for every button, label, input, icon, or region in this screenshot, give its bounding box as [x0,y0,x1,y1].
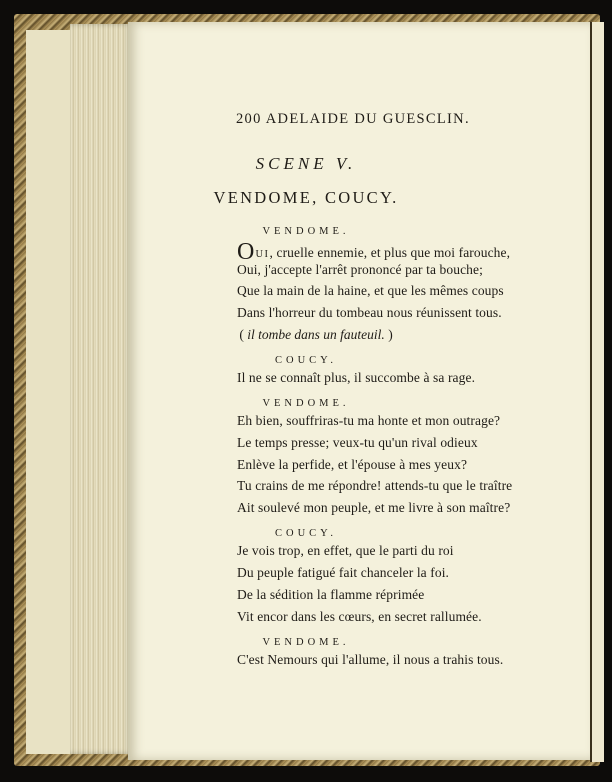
stage-direction: ( il tombe dans un fauteuil. ) [239,327,393,342]
stage-direction-text: il tombe dans un fauteuil. [247,327,385,342]
verse-line: C'est Nemours qui l'allume, il nous a trahis tous. [237,652,504,667]
verse-line: Vit encor dans les cœurs, en secret rallumée. [237,609,482,624]
speaker-label: VENDOME. [262,398,350,409]
verse-line: Du peuple fatigué fait chanceler la foi. [237,565,450,580]
verse-line: De la sédition la flamme réprimée [237,587,425,602]
drop-cap: O [237,239,255,265]
speaker-label: COUCY. [274,528,338,539]
verse-line: Eh bien, souffriras-tu ma honte et mon outrage? [237,413,501,428]
verse-line: Tu crains de me répondre! attends-tu que le traître [237,478,513,493]
verse-line-text: , cruelle ennemie, et plus que moi farouche, [269,245,511,260]
speaker-label: VENDOME. [262,637,350,648]
first-word-rest: UI [255,249,270,260]
scene-title: SCENE V. [255,154,357,173]
verse-line: Que la main de la haine, et que les mêmes coups [237,283,504,298]
book-page [128,22,590,760]
speaker-label: VENDOME. [262,226,350,237]
verse-line: Ait soulevé mon peuple, et me livre à son maître? [237,500,511,515]
speaker-label: COUCY. [274,355,338,366]
verse-line: Oui, j'accepte l'arrêt prononcé par ta bouche; [237,262,483,277]
verse-line: Dans l'horreur du tombeau nous réunissent tous. [237,305,502,320]
verse-line: Il ne se connaît plus, il succombe à sa rage. [237,370,476,385]
character-list: VENDOME, COUCY. [213,188,399,207]
running-header: 200 ADELAIDE DU GUESCLIN. [236,111,470,127]
verse-line: Je vois trop, en effet, que le parti du roi [237,543,454,558]
facing-page-edge [590,22,604,762]
verse-line [237,240,510,264]
verse-line: Le temps presse; veux-tu qu'un rival odieux [237,435,478,450]
verse-line: Enlève la perfide, et l'épouse à mes yeux? [237,457,468,472]
